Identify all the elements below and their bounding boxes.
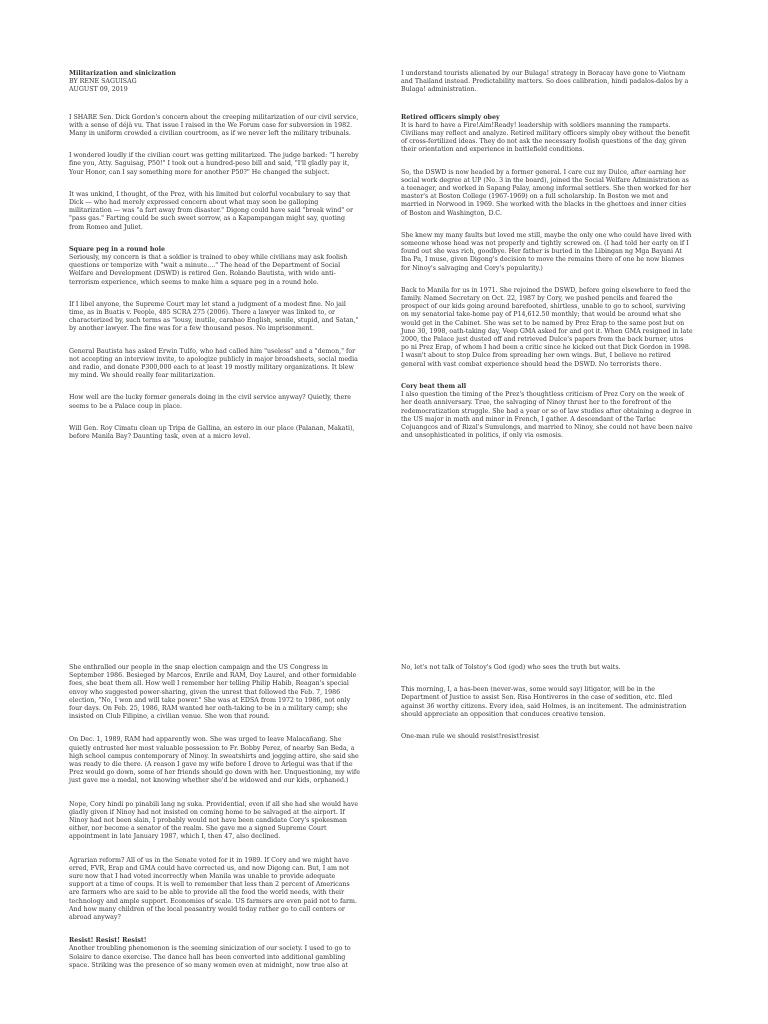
article-column-bottom-right bbox=[401, 664, 693, 741]
page-bottom-half bbox=[0, 560, 768, 1024]
paragraph: If I libel anyone, the Supreme Court may let stand a judgment of a modest fine. No jail time, as in Buatis v. People, 485 SCRA 275 (2006). There a lawyer was linked to, or characterized by, such terms as "lousy, inutile, carabao English, senile, stupid, and Satan," by another lawyer. The fine was for a few thousand pesos. No imprisonment. bbox=[69, 300, 359, 333]
section-heading: Cory beat them all bbox=[401, 382, 467, 390]
article-header bbox=[69, 70, 361, 95]
paragraph: Will Gen. Roy Cimatu clean up Tripa de Gallina, an estero in our place (Palanan, Makati), before Manila Bay? Daunting task, even at a micro level. bbox=[69, 424, 355, 441]
paragraph: Nope, Cory hindi po pinabili lang ng suka. Providential, even if all she had she would have gladly given if Ninoy had not insisted on coming home to be salvaged at the airport. If Ninoy had not been slain, I probably would not have been candidate Cory's spokesman either, nor become a senator of the realm. She gave me a signed Supreme Court appointment in late January 1987, which I, then 47, also declined. bbox=[69, 800, 359, 841]
paragraph: I wondered loudly if the civilian court was getting militarized. The judge barked: "I hereby fine you, Atty. Saguisag, P50!" I took out a hundred-peso bill and said, "I'll gladly pay it, Your Honor, can I say something more for another P50?" He changed the subject. bbox=[69, 152, 359, 176]
paragraph: Agrarian reform? All of us in the Senate voted for it in 1989. If Cory and we might have erred, FVR, Erap and GMA could have corrected us, and now Digong can. But, I am not sure now that I had voted incorrectly when Manila was unable to provide adequate support at a time of coups. It is well to remember that less than 2 percent of Americans are farmers who are said to be able to provide all the food the world needs, with their technology and ample support. Economies of scale. US farmers are even paid not to farm. And how many children of the local peasantry would today rather go to call centers or abroad anyway? bbox=[69, 856, 358, 922]
paragraph: It was unkind, I thought, of the Prez, with his limited but colorful vocabulary to say that Dick — who had merely expressed concern about what may soon be galloping militarization — was "a fart away from disaster." Digong could have said "break wind" or "pass gas." Farting could be such sweet sorrow, as a Kapampangan might say, quoting from Romeo and Juliet. bbox=[69, 190, 353, 231]
section-retired-officers bbox=[401, 114, 693, 155]
section-heading: Resist! Resist! Resist! bbox=[69, 937, 147, 945]
section-heading: Square peg in a round hole bbox=[69, 245, 166, 253]
section-square-peg bbox=[69, 246, 361, 287]
paragraph: Seriously, my concern is that a soldier is trained to obey while civilians may ask foolish questions or temporize with "wait a minute...." The head of the Department of Social Welfare and Development (DSWD) is retired Gen. Rolando Bautista, with wide anti-terrorism experience, which seems to make him a square peg in a round hole. bbox=[69, 254, 348, 286]
paragraph: On Dec. 1, 1989, RAM had apparently won. She was urged to leave Malacañang. She quietly entrusted her most valuable possession to Fr. Bobby Perez, of nearby San Beda, a high school campus contemporary of Ninoy. In sweatshirts and jogging attire, she said she was ready to die there. (A reason I gave my wife before I drove to Arlegui was that if the Prez would go down, some of her friends should go down with her. Unquestioning, my wife just gave me a medal, not knowing whether she'd be widowed and our kids, orphaned.) bbox=[69, 736, 360, 785]
article-column-top-right bbox=[401, 70, 693, 440]
paragraph: I SHARE Sen. Dick Gordon's concern about the creeping militarization of our civil service, with a sense of déjà vu. That issue I raised in the We Forum case for subversion in 1982. Many in uniform crowded a civilian courtroom, as if we never left the military tribunals. bbox=[69, 113, 359, 138]
article-date: AUGUST 09, 2019 bbox=[69, 86, 128, 94]
section-cory-beat-them-all bbox=[401, 383, 693, 440]
paragraph: Back to Manila for us in 1971. She rejoined the DSWD, before going elsewhere to feed the family. Named Secretary on Oct. 22, 1987 by Cory, we pushed pencils and feared the prospect of our kids going around barefooted, shirtless, unable to go to school, surviving on my senatorial take-home pay of P14,612.50 monthly; that would be around what she would get in the Cabinet. She was set to be named by Prez Erap to the same post but on June 30, 1998, oath-taking day, Veep GMA asked for and got it. When GMA resigned in late 2000, the Palace just dusted off and retrieved Dulce's papers from the back burner, utos po ni Prez Erap, of whom I had been a critic since he kicked out that Dick Gordon in 1998. I wasn't about to stop Dulce from spreading her own wings. But, I believe no retired general with vast combat experience should head the DSWD. No terrorists there. bbox=[401, 286, 693, 368]
paragraph: She knew my many faults but loved me still, maybe the only one who could have lived with someone whose head was not properly and tightly screwed on. (I had told her early on if I found out she was rich, goodbye. Her father is buried in the Libingan ng Mga Bayani At Iba Pa, I muse, given Digong's decision to move the remains there of one he now blames for Ninoy's salvaging and Cory's popularity.) bbox=[401, 231, 692, 272]
section-heading: Retired officers simply obey bbox=[401, 113, 500, 121]
article-column-top-left bbox=[69, 70, 361, 441]
paragraph: General Bautista has asked Erwin Tulfo, who had called him "useless" and a "demon," for not accepting an interview invite, to apologize publicly in major broadsheets, social media and radio, and donate P300,000 each to at least 19 mostly military organizations. It blew my mind. We should really fear militarization. bbox=[69, 347, 358, 380]
article-column-bottom-left bbox=[69, 664, 361, 970]
paragraph: It is hard to have a Fire!Aim!Ready! leadership with soldiers manning the ramparts. Civilians may reflect and analyze. Retired military officers simply obey without the benefit of cross-fertilized ideas. They do not ask the necessary foolish questions of the day, given their orientation and experience in battlefield conditions. bbox=[401, 121, 690, 154]
paragraph: I understand tourists alienated by our Bulaga! strategy in Boracay have gone to Vietnam and Thailand instead. Predictability matters. So does calibration, hindi padalos-dalos by a Bulaga! administration. bbox=[401, 70, 689, 94]
paragraph: She enthralled our people in the snap election campaign and the US Congress in September 1986. Besieged by Marcos, Enrile and RAM, Doy Laurel, and other formidable foes, she beat them all. How well I remember her telling Philip Habib, Reagan's special envoy who suggested power-sharing, given the unrest that followed the Feb. 7, 1986 election, "No, I won and will take power." She was at EDSA from 1972 to 1986, not only four days. On Feb. 25, 1986, RAM wanted her oath-taking to be in a military camp; she insisted on Club Filipino, a civilian venue. She won that round. bbox=[69, 664, 357, 721]
article-byline: BY RENE SAGUISAG bbox=[69, 78, 137, 86]
paragraph: One-man rule we should resist!resist!resist bbox=[401, 733, 540, 741]
paragraph: Another troubling phenomenon is the seeming sinicization of our society. I used to go to Solaire to dance exercise. The dance hall has been converted into additional gambling space. Striking was the presence of so many women even at midnight, now true also at bbox=[69, 945, 351, 969]
paragraph: How well are the lucky former generals doing in the civil service anyway? Quietly, there seems to be a Palace coup in place. bbox=[69, 394, 351, 410]
paragraph: This morning, I, a has-been (never-was, some would say) litigator, will be in the Department of Justice to assist Sen. Risa Hontiveros in the case of sedition, etc. filed against 36 worthy citizens. Every idea, said Holmes, is an incitement. The administration should appreciate an opposition that conduces creative tension. bbox=[401, 686, 687, 718]
paragraph: So, the DSWD is now headed by a former general. I care cuz my Dulce, after earning her social work degree at UP (No. 3 in the board), joined the Social Welfare Administration as a teenager, and worked in Sapang Palay, among informal settlers. She then worked for her master's at Boston College (1967-1969) on a full scholarship. In Boston we met and married in Norwood in 1969. She worked with the blacks in the ghettoes and inner cities of Boston and Washington, D.C. bbox=[401, 168, 692, 217]
paragraph: No, let's not talk of Tolstoy's God (god) who sees the truth but waits. bbox=[401, 664, 621, 671]
section-resist bbox=[69, 937, 361, 970]
paragraph: I also question the timing of the Prez's thoughtless criticism of Prez Cory on the week of her death anniversary. True, the salvaging of Ninoy thrust her to the forefront of the redemocratization struggle. She had a year or so of law studies after obtaining a degree in the US major in math and minor in French, I gather. A descendant of the Tarlac Cojuangcos and of Rizal's Sumulongs, and married to Ninoy, she could not have been naive and unsophisticated in politics, if only via osmosis. bbox=[401, 391, 693, 440]
article-title: Militarization and sinicization bbox=[69, 70, 176, 77]
